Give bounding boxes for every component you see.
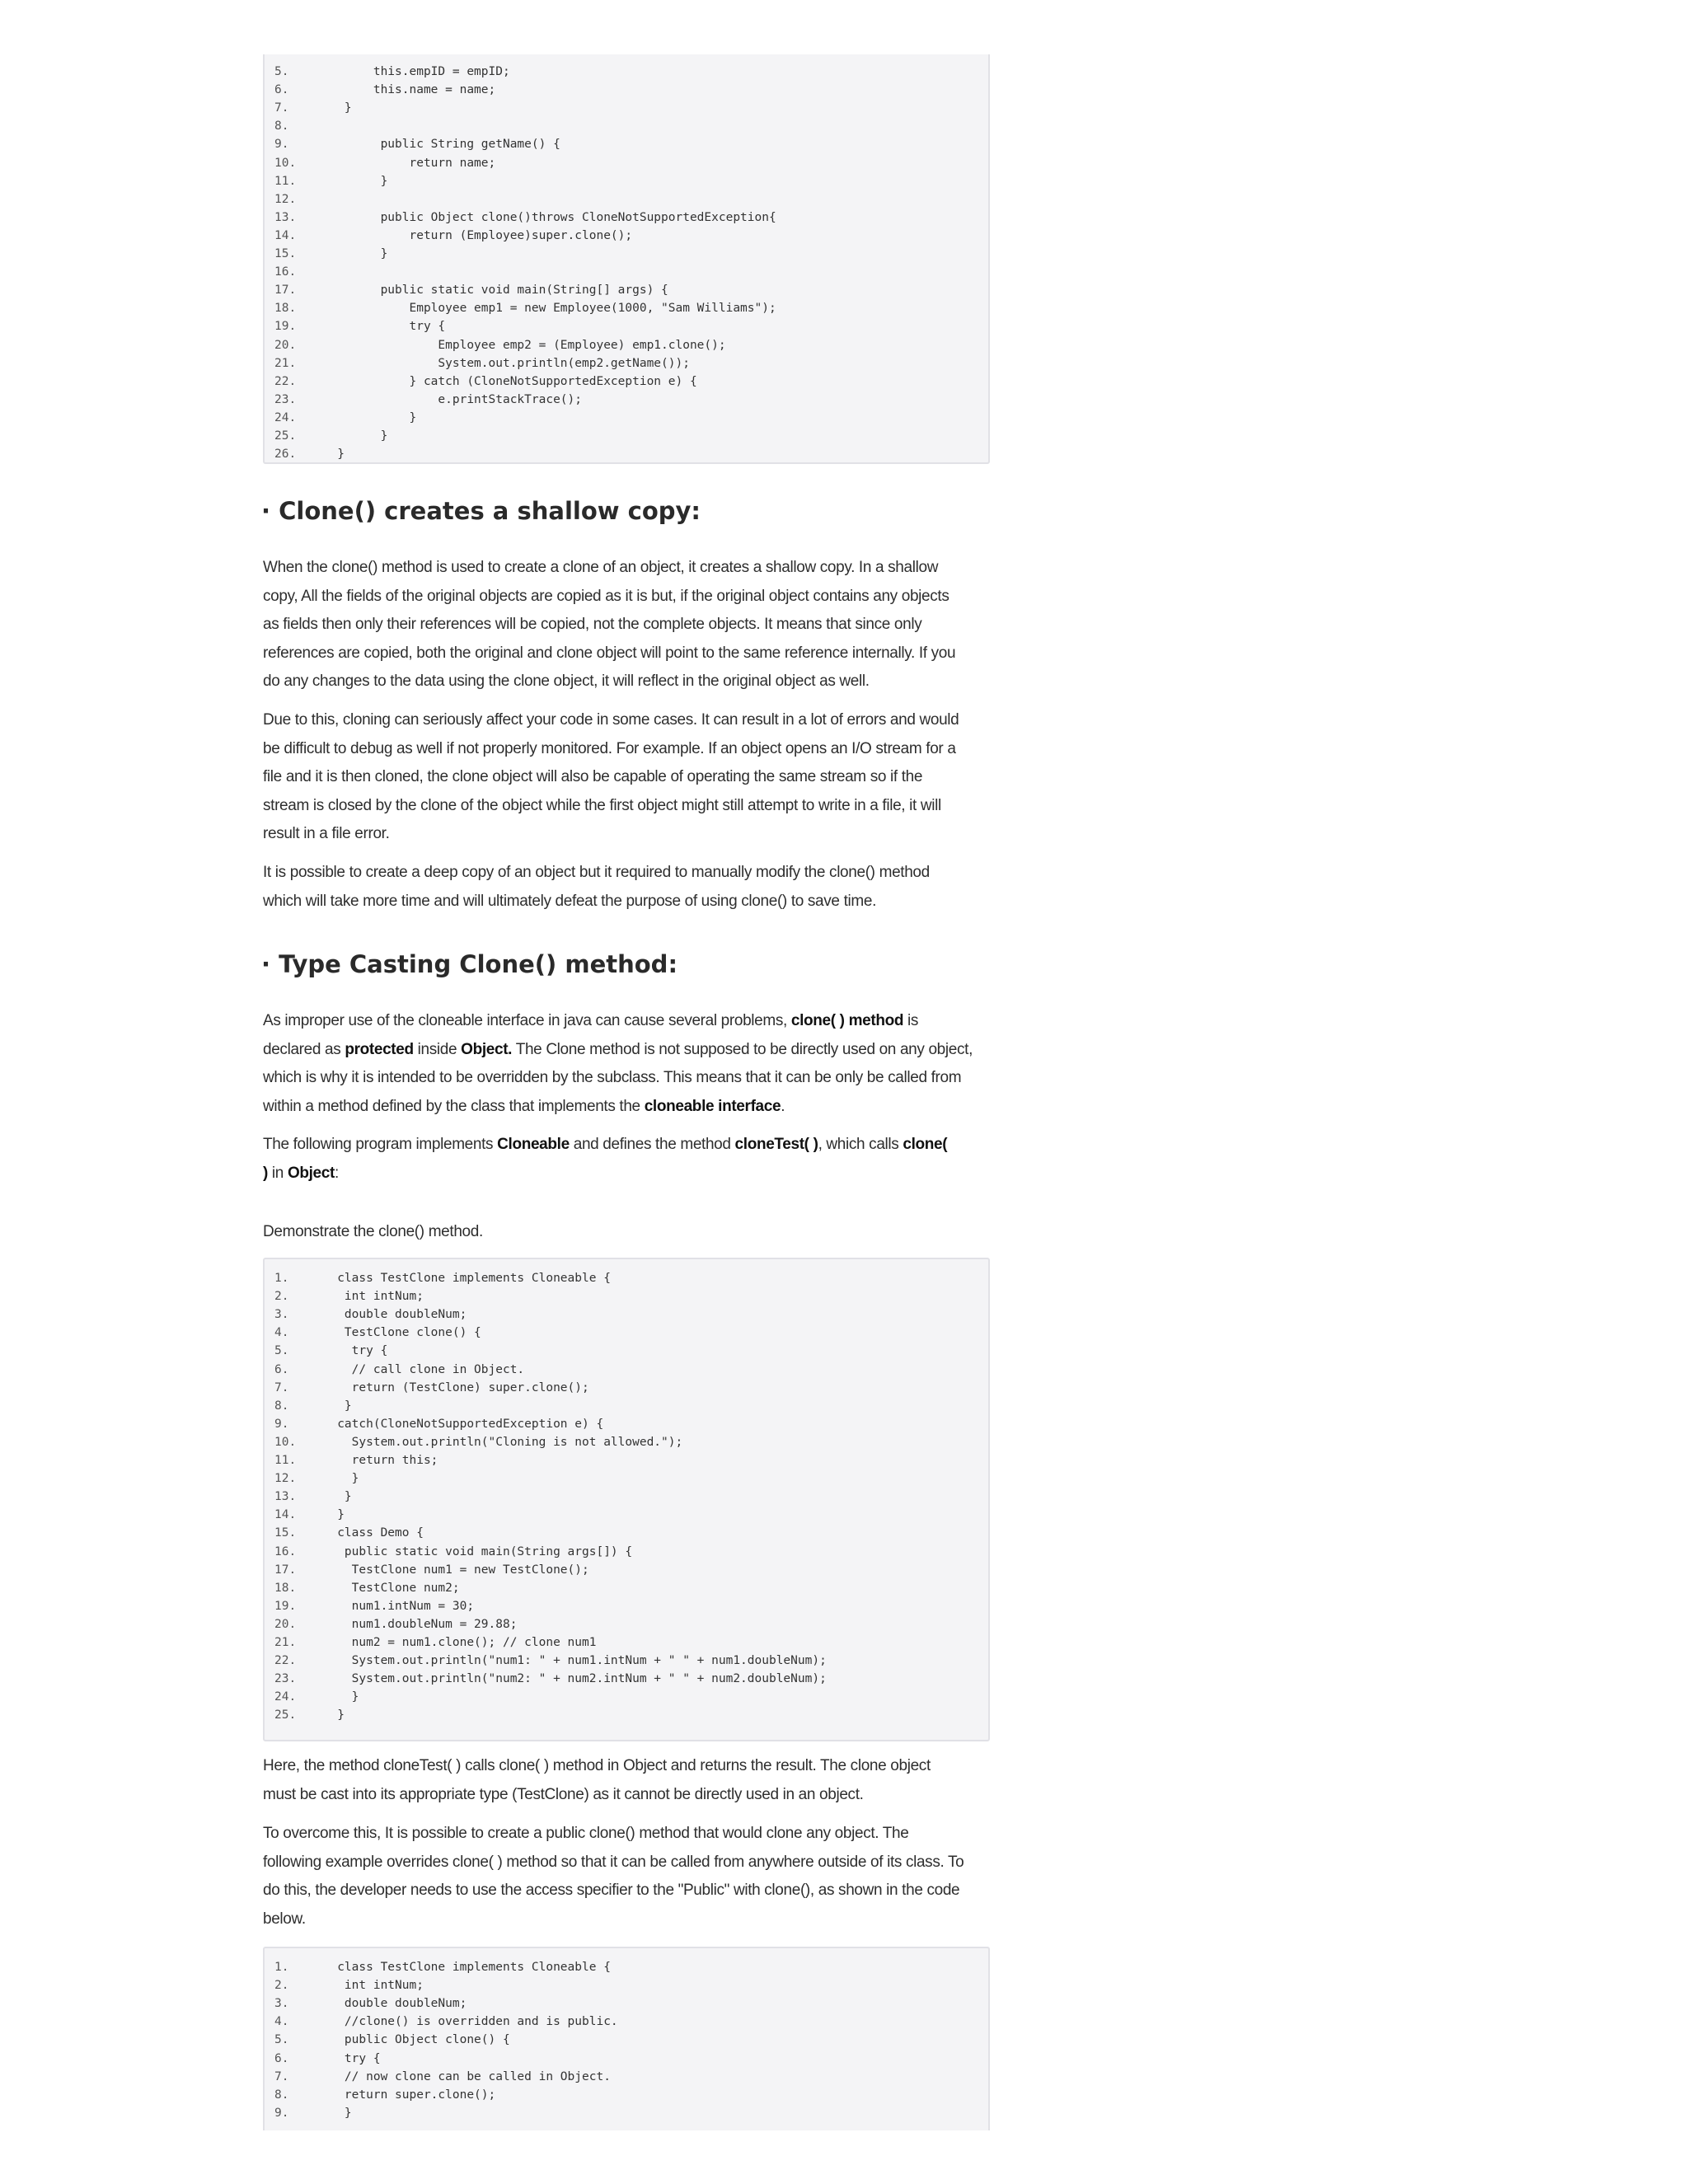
line-number: 4. [274,2015,289,2029]
code-text: int intNum; [316,1290,424,1304]
line-number: 14. [274,228,297,242]
code-text: return this; [316,1454,438,1467]
code-text: num1.intNum = 30; [316,1599,475,1613]
code-text: return name; [316,156,496,170]
code-text: int intNum; [316,1979,424,1993]
paragraph-clonetest-explained: Here, the method cloneTest( ) calls clone( ) method in Object and returns the result. The clone object must be cast into its appropriate type (TestClone) as it cannot be directly used in an object. [263,1757,931,1803]
code-text: } [316,2106,352,2120]
line-number: 18. [274,302,297,316]
line-number: 18. [274,1581,297,1595]
line-number: 25. [274,429,297,443]
line-number: 12. [274,192,297,206]
code-text: } [316,1508,345,1522]
code-text: this.empID = empID; [316,65,510,78]
paragraph-program-intro: The following program implements Cloneable and defines the method cloneTest( ), which calls clone( ) in Object: [263,1136,948,1182]
line-number: 24. [274,410,297,424]
line-number: 6. [274,1362,289,1376]
line-number: 19. [274,1599,297,1613]
paragraph-protected-clone: As improper use of the cloneable interface in java can cause several problems, clone( ) method is declared as protected inside Object. The Clone method is not supposed to be directly used on any object, which is why it is intended to be overridden by the subclass. This means that it can be only be called from within a method defined by the class that implements the cloneable interface. [263,1012,973,1115]
line-number: 1. [274,1961,289,1974]
code-text: System.out.println("num2: " + num2.intNum + " " + num2.doubleNum); [316,1672,827,1686]
line-number: 9. [274,2106,289,2120]
line-number: 10. [274,1435,297,1449]
code-block-testclone-demo [263,1258,990,1741]
paragraph-public-clone: To overcome this, It is possible to create a public clone() method that would clone any object. The following example overrides clone( ) method so that it can be called from anywhere outside of its class. To do this, the developer needs to use the access specifier to the "Public" with clone(), as shown in the code below. [263,1825,964,1928]
line-number: 15. [274,1526,297,1540]
line-number: 11. [274,1454,297,1467]
code-text: } [316,1690,359,1704]
line-number: 26. [274,448,297,462]
line-number: 9. [274,138,289,152]
line-number: 2. [274,1290,289,1304]
code-text: } [316,1399,352,1413]
line-number: 13. [274,210,297,224]
code-text: // now clone can be called in Object. [316,2069,611,2083]
code-block-public-clone [263,1947,990,2130]
line-number: 8. [274,1399,289,1413]
paragraph-cloning-risks: Due to this, cloning can seriously affect your code in some cases. It can result in a lot of errors and would be difficult to debug as well if not properly monitored. For example. If an object opens an I/O stream for a file and it is then cloned, the clone object will also be capable of operating the same stream so if the stream is closed by the clone of the object while the first object might still attempt to write in a file, it will result in a file error. [263,711,959,842]
code-text: } [316,1490,352,1504]
line-number: 5. [274,2033,289,2047]
code-text: return (TestClone) super.clone(); [316,1380,589,1394]
line-number: 24. [274,1690,297,1704]
code-text: public Object clone()throws CloneNotSupportedException{ [316,210,776,224]
code-text: } catch (CloneNotSupportedException e) { [316,374,697,388]
code-text: TestClone num2; [316,1581,460,1595]
code-text: // call clone in Object. [316,1362,525,1376]
line-number: 6. [274,83,289,97]
line-number: 7. [274,2069,289,2083]
line-number: 25. [274,1708,297,1722]
paragraph-deep-copy: It is possible to create a deep copy of an object but it required to manually modify the clone() method which will take more time and will ultimately defeat the purpose of using clone() to save time. [263,864,930,910]
line-number: 11. [274,174,297,188]
code-text: e.printStackTrace(); [316,392,583,406]
code-text: TestClone num1 = new TestClone(); [316,1563,589,1577]
code-text: public Object clone() { [316,2033,510,2047]
line-number: 3. [274,1997,289,2011]
code-block-employee [263,54,990,464]
code-text: try { [316,1344,388,1358]
line-number: 21. [274,1636,297,1649]
code-text: double doubleNum; [316,1308,467,1322]
line-number: 8. [274,2088,289,2102]
code-text: try { [316,320,446,334]
line-number: 6. [274,2051,289,2065]
code-text: num1.doubleNum = 29.88; [316,1617,518,1631]
line-number: 12. [274,1472,297,1486]
line-number: 15. [274,247,297,260]
line-number: 17. [274,1563,297,1577]
line-number: 10. [274,156,297,170]
line-number: 19. [274,320,297,334]
code-text: return super.clone(); [316,2088,496,2102]
line-number: 20. [274,338,297,352]
line-number: 4. [274,1326,289,1340]
code-text: try { [316,2051,381,2065]
line-number: 1. [274,1272,289,1285]
code-text: Employee emp2 = (Employee) emp1.clone(); [316,338,726,352]
heading-type-casting: · Type Casting Clone() method: [261,950,678,978]
line-number: 2. [274,1979,289,1993]
line-number: 22. [274,1654,297,1668]
line-number: 20. [274,1617,297,1631]
code-text: } [316,448,345,462]
line-number: 7. [274,1380,289,1394]
line-number: 16. [274,265,297,279]
code-text: } [316,1708,345,1722]
line-number: 14. [274,1508,297,1522]
code-text: double doubleNum; [316,1997,467,2011]
heading-shallow-copy: · Clone() creates a shallow copy: [261,497,701,525]
line-number: 23. [274,1672,297,1686]
line-number: 5. [274,65,289,78]
line-number: 5. [274,1344,289,1358]
code-text: num2 = num1.clone(); // clone num1 [316,1636,597,1649]
code-text: } [316,101,352,115]
code-text: } [316,429,388,443]
line-number: 23. [274,392,297,406]
code-text: public String getName() { [316,138,560,152]
code-text: } [316,410,417,424]
code-text: //clone() is overridden and is public. [316,2015,618,2029]
code-text: System.out.println(emp2.getName()); [316,356,690,370]
code-text: System.out.println("num1: " + num1.intNum + " " + num1.doubleNum); [316,1654,827,1668]
line-number: 8. [274,120,289,134]
line-number: 16. [274,1544,297,1558]
code-text: this.name = name; [316,83,496,97]
code-text: class Demo { [316,1526,424,1540]
code-text: } [316,1472,359,1486]
code-text: public static void main(String[] args) { [316,284,668,298]
code-text: System.out.println("Cloning is not allowed."); [316,1435,683,1449]
code-text: return (Employee)super.clone(); [316,228,633,242]
code-text: TestClone clone() { [316,1326,481,1340]
paragraph-demonstrate: Demonstrate the clone() method. [263,1223,483,1240]
code-text: catch(CloneNotSupportedException e) { [316,1417,604,1431]
code-text: class TestClone implements Cloneable { [316,1961,611,1974]
code-text: Employee emp1 = new Employee(1000, "Sam Williams"); [316,302,776,316]
code-text: public static void main(String args[]) { [316,1544,633,1558]
line-number: 21. [274,356,297,370]
line-number: 7. [274,101,289,115]
code-text: } [316,247,388,260]
line-number: 17. [274,284,297,298]
line-number: 22. [274,374,297,388]
code-text: } [316,174,388,188]
line-number: 13. [274,1490,297,1504]
line-number: 3. [274,1308,289,1322]
code-text: class TestClone implements Cloneable { [316,1272,611,1285]
paragraph-shallow-copy-intro: When the clone() method is used to create a clone of an object, it creates a shallow copy. In a shallow copy, All the fields of the original objects are copied as it is but, if the original object contains any objects as fields then only their references will be copied, not the complete objects. It means that since only references are copied, both the original and clone object will point to the same reference internally. If you do any changes to the data using the clone object, it will reflect in the original object as well. [263,559,956,690]
line-number: 9. [274,1417,289,1431]
